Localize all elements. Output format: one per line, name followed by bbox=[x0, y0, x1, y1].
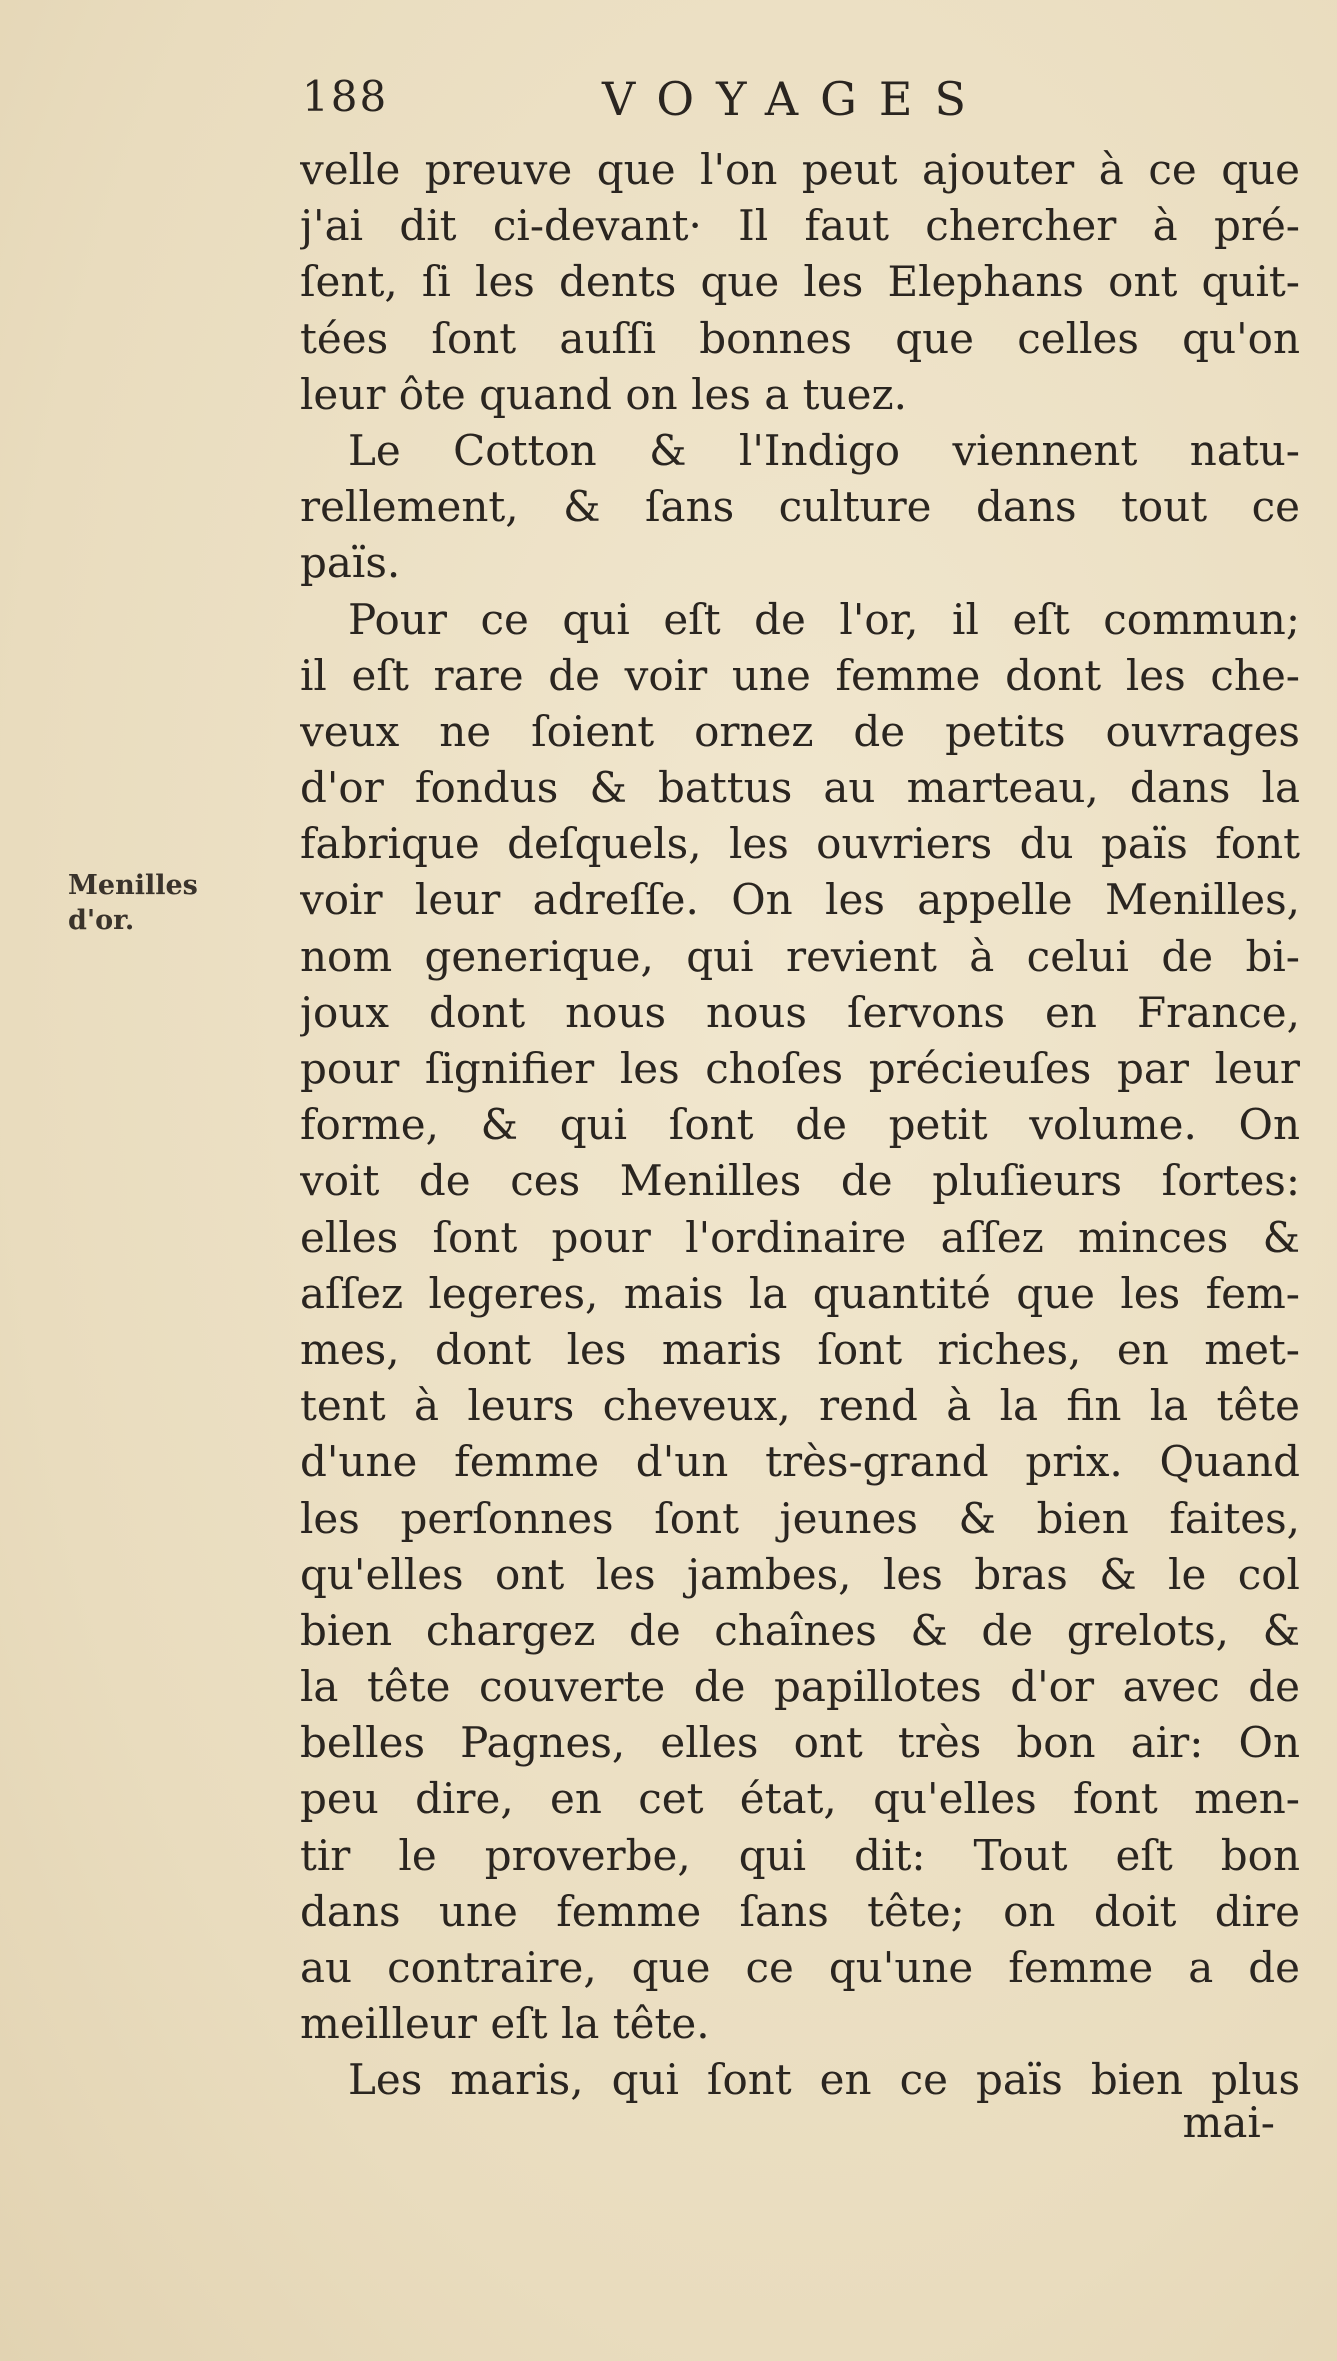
text-line: belles Pagnes, elles ont très bon air: On bbox=[300, 1718, 1300, 1768]
text-line: d'or fondus & battus au marteau, dans la bbox=[300, 763, 1300, 813]
page-header bbox=[302, 72, 1302, 142]
running-title: VOYAGES bbox=[602, 72, 988, 126]
text-line: la tête couverte de papillotes d'or avec de bbox=[300, 1662, 1300, 1712]
text-line: velle preuve que l'on peut ajouter à ce que bbox=[300, 145, 1300, 194]
text-line: aſſez legeres, mais la quantité que les fem- bbox=[300, 1268, 1300, 1318]
page-number: 188 bbox=[302, 72, 389, 121]
text-line: rellement, & ſans culture dans tout ce bbox=[300, 482, 1300, 532]
text-line: elles ſont pour l'ordinaire aſſez minces & bbox=[300, 1212, 1300, 1262]
text-line: les perſonnes ſont jeunes & bien faites, bbox=[300, 1493, 1300, 1543]
text-line: bien chargez de chaînes & de grelots, & bbox=[300, 1605, 1300, 1655]
body-text bbox=[300, 142, 1300, 2109]
text-line: qu'elles ont les jambes, les bras & le col bbox=[300, 1549, 1300, 1599]
text-line: tent à leurs cheveux, rend à la fin la tête bbox=[300, 1381, 1300, 1431]
margin-note-line: d'or. bbox=[68, 905, 135, 936]
text-line: pour ſignifier les choſes précieuſes par leur bbox=[300, 1044, 1300, 1093]
text-line: Les maris, qui ſont en ce païs bien plus bbox=[348, 2055, 1300, 2105]
margin-note-line: Menilles bbox=[68, 870, 198, 901]
text-line: voir leur adreſſe. On les appelle Menilles, bbox=[300, 875, 1300, 925]
text-line: joux dont nous nous ſervons en France, bbox=[300, 987, 1300, 1037]
margin-note bbox=[68, 868, 238, 938]
text-line: tir le proverbe, qui dit: Tout eſt bon bbox=[300, 1830, 1300, 1880]
text-line: forme, & qui ſont de petit volume. On bbox=[300, 1100, 1300, 1150]
text-line: dans une femme ſans tête; on doit dire bbox=[300, 1886, 1300, 1936]
text-line: fabrique deſquels, les ouvriers du païs font bbox=[300, 819, 1300, 869]
text-line: j'ai dit ci-devant· Il faut chercher à pré- bbox=[300, 201, 1300, 251]
text-line: ſent, ſi les dents que les Elephans ont quit- bbox=[300, 257, 1300, 307]
text-line: peu dire, en cet état, qu'elles font men- bbox=[300, 1774, 1300, 1824]
text-line: Pour ce qui eſt de l'or, il eſt commun; bbox=[348, 594, 1300, 644]
catchword: mai- bbox=[1182, 2098, 1275, 2147]
text-line: nom generique, qui revient à celui de bi- bbox=[300, 931, 1300, 981]
text-line: païs. bbox=[300, 538, 401, 588]
text-line: tées ſont auſſi bonnes que celles qu'on bbox=[300, 313, 1300, 363]
text-line: Le Cotton & l'Indigo viennent natu- bbox=[348, 425, 1300, 475]
text-line: voit de ces Menilles de pluſieurs ſortes: bbox=[300, 1156, 1300, 1206]
text-line: mes, dont les maris ſont riches, en met- bbox=[300, 1324, 1300, 1374]
text-line: veux ne ſoient ornez de petits ouvrages bbox=[300, 706, 1300, 756]
text-line: leur ôte quand on les a tuez. bbox=[300, 369, 907, 419]
text-line: il eſt rare de voir une femme dont les che- bbox=[300, 650, 1300, 700]
text-line: au contraire, que ce qu'une femme a de bbox=[300, 1943, 1300, 1992]
text-line: d'une femme d'un très-grand prix. Quand bbox=[300, 1437, 1300, 1487]
text-line: meilleur eſt la tête. bbox=[300, 1999, 710, 2049]
